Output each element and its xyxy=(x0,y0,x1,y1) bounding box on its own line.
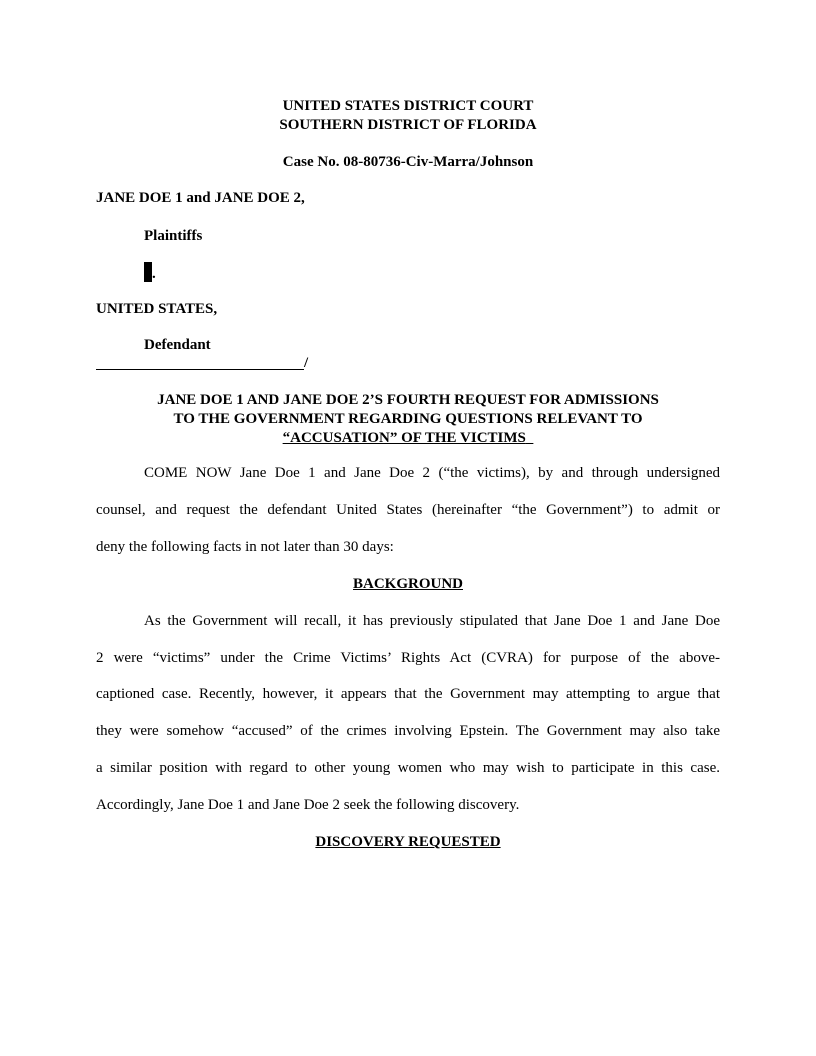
background-line6: Accordingly, Jane Doe 1 and Jane Doe 2 seek the following discovery. xyxy=(96,797,520,813)
background-line5: a similar position with regard to other young women who may wish to participate in this case. xyxy=(96,760,720,776)
caption-rule xyxy=(96,369,304,370)
court-district: SOUTHERN DISTRICT OF FLORIDA xyxy=(279,117,537,133)
redaction-block xyxy=(144,262,152,282)
intro-line3: deny the following facts in not later than 30 days: xyxy=(96,539,394,555)
document-title-line2: TO THE GOVERNMENT REGARDING QUESTIONS RELEVANT TO xyxy=(173,411,643,427)
background-line1: As the Government will recall, it has previously stipulated that Jane Doe 1 and Jane Doe xyxy=(144,613,720,629)
plaintiff-name: JANE DOE 1 and JANE DOE 2, xyxy=(96,190,305,206)
title-underline-tail xyxy=(526,430,534,446)
background-heading: BACKGROUND xyxy=(352,576,463,592)
caption-end-slash: / xyxy=(304,355,309,371)
defendant-name: UNITED STATES, xyxy=(96,301,218,317)
intro-line1: COME NOW Jane Doe 1 and Jane Doe 2 (“the victims), by and through undersigned xyxy=(144,465,720,481)
intro-line2: counsel, and request the defendant United States (hereinafter “the Government”) to admit or xyxy=(96,502,720,518)
discovery-heading: DISCOVERY REQUESTED xyxy=(315,834,501,850)
court-name: UNITED STATES DISTRICT COURT xyxy=(282,98,534,114)
document-title-line3-text: “ACCUSATION” OF THE VICTIMS xyxy=(282,430,526,446)
case-number: Case No. 08-80736-Civ-Marra/Johnson xyxy=(282,154,534,170)
versus-line xyxy=(144,262,156,283)
document-title-line3 xyxy=(96,429,720,447)
versus-suffix: . xyxy=(152,266,156,282)
defendant-label: Defendant xyxy=(144,337,211,353)
background-line3: captioned case. Recently, however, it appears that the Government may attempting to argue that xyxy=(96,686,720,702)
background-line4: they were somehow “accused” of the crimes involving Epstein. The Government may also take xyxy=(96,723,720,739)
background-line2: 2 were “victims” under the Crime Victims’ Rights Act (CVRA) for purpose of the above- xyxy=(96,650,720,666)
document-title-line1: JANE DOE 1 AND JANE DOE 2’S FOURTH REQUEST FOR ADMISSIONS xyxy=(157,392,659,408)
plaintiff-label: Plaintiffs xyxy=(144,228,203,244)
